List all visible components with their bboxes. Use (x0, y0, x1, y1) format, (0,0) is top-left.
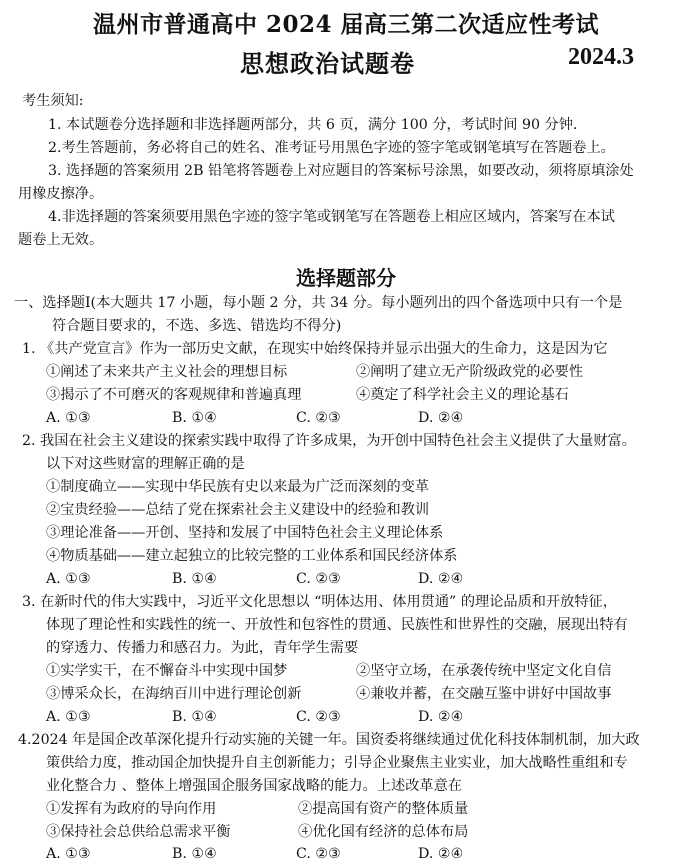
notice-item: 4.非选择题的答案须要用黑色字迹的签字笔或钢笔写在答题卷上相应区域内，答案写在本试 (48, 209, 615, 225)
notice-item-continued: 题卷上无效。 (18, 232, 104, 248)
question-4-choice-b[interactable]: B. ①④ (172, 846, 217, 862)
question-4-item: ③保持社会总供给总需求平衡 (46, 824, 231, 840)
question-3-item: ②坚守立场，在承袭传统中坚定文化自信 (356, 663, 612, 679)
question-2-choice-d[interactable]: D. ②④ (418, 571, 464, 587)
question-1-choice-c[interactable]: C. ②③ (296, 410, 341, 426)
question-3-choice-c[interactable]: C. ②③ (296, 709, 341, 725)
question-3-item: ④兼收并蓄，在交融互鉴中讲好中国故事 (356, 686, 612, 702)
question-2-choice-c[interactable]: C. ②③ (296, 571, 341, 587)
part-intro: 符合题目要求的，不选、多选、错选均不得分) (52, 318, 342, 334)
question-4-choice-c[interactable]: C. ②③ (296, 846, 341, 862)
question-4-stem: 策供给力度，推动国企加快提升自主创新能力；引导企业聚焦主业实业，加大战略性重组和专 (46, 755, 628, 771)
question-3-choice-a[interactable]: A. ①③ (46, 709, 91, 725)
question-3-stem: 3. 在新时代的伟大实践中，习近平文化思想以 “明体达用、体用贯通” 的理论品质和开放特征， (22, 594, 617, 610)
question-4-item: ④优化国有经济的总体布局 (298, 824, 469, 840)
question-4-stem: 4.2024 年是国企改革深化提升行动实施的关键一年。国资委将继续通过优化科技体制机制，加大政 (18, 732, 640, 748)
question-3-choice-b[interactable]: B. ①④ (172, 709, 217, 725)
question-3-stem: 体现了理论性和实践性的统一、开放性和包容性的贯通、民族性和世界性的交融，展现出特有 (46, 617, 628, 633)
question-2-choice-a[interactable]: A. ①③ (46, 571, 91, 587)
notice-item: 2.考生答题前，务必将自己的姓名、准考证号用黑色字迹的签字笔或钢笔填写在答题卷上。 (48, 140, 615, 156)
question-2-item: ①制度确立——实现中华民族有史以来最为广泛而深刻的变革 (46, 479, 430, 495)
question-2-item: ④物质基础——建立起独立的比较完整的工业体系和国民经济体系 (46, 548, 458, 564)
notice-item-continued: 用橡皮擦净。 (18, 186, 104, 202)
exam-date: 2024.3 (568, 44, 634, 70)
question-2-item: ③理论准备——开创、坚持和发展了中国特色社会主义理论体系 (46, 525, 444, 541)
notice-item: 1. 本试题卷分选择题和非选择题两部分，共 6 页，满分 100 分，考试时间 90 分钟. (48, 117, 578, 133)
question-4-item: ①发挥有为政府的导向作用 (46, 801, 217, 817)
question-1-choice-b[interactable]: B. ①④ (172, 410, 217, 426)
question-2-stem: 以下对这些财富的理解正确的是 (46, 456, 245, 472)
question-3-choice-d[interactable]: D. ②④ (418, 709, 464, 725)
question-1-item: ③揭示了不可磨灭的客观规律和普遍真理 (46, 387, 302, 403)
question-2-item: ②宝贵经验——总结了党在探索社会主义建设中的经验和教训 (46, 502, 430, 518)
question-4-item: ②提高国有资产的整体质量 (298, 801, 469, 817)
question-2-stem: 2. 我国在社会主义建设的探索实践中取得了许多成果，为开创中国特色社会主义提供了大量财富。 (22, 433, 636, 449)
notice-item: 3. 选择题的答案须用 2B 铅笔将答题卷上对应题目的答案标号涂黑，如要改动，须将原填涂处 (48, 163, 634, 179)
question-1-item: ②阐明了建立无产阶级政党的必要性 (356, 364, 584, 380)
exam-title: 温州市普通高中 2024 届高三第二次适应性考试 (92, 11, 600, 38)
section-title: 选择题部分 (296, 266, 396, 290)
question-1-choice-d[interactable]: D. ②④ (418, 410, 464, 426)
paper-title: 思想政治试题卷 (240, 49, 415, 78)
question-1-item: ④奠定了科学社会主义的理论基石 (356, 387, 569, 403)
question-1-item: ①阐述了未来共产主义社会的理想目标 (46, 364, 288, 380)
question-2-choice-b[interactable]: B. ①④ (172, 571, 217, 587)
question-4-choice-d[interactable]: D. ②④ (418, 846, 464, 862)
question-3-stem: 的穿透力、传播力和感召力。为此，青年学生需要 (46, 640, 359, 656)
notice-heading: 考生须知: (22, 93, 84, 109)
part-intro: 一、选择题Ⅰ(本大题共 17 小题，每小题 2 分，共 34 分。每小题列出的四个备选项中只有一个是 (14, 295, 623, 311)
question-3-item: ③博采众长，在海纳百川中进行理论创新 (46, 686, 302, 702)
question-1-choice-a[interactable]: A. ①③ (46, 410, 91, 426)
question-4-stem: 业化整合力 、整体上增强国企服务国家战略的能力。上述改革意在 (46, 778, 462, 794)
question-4-choice-a[interactable]: A. ①③ (46, 846, 91, 862)
question-3-item: ①实学实干，在不懈奋斗中实现中国梦 (46, 663, 288, 679)
question-1-stem: 1. 《共产党宣言》作为一部历史文献，在现实中始终保持并显示出强大的生命力，这是因为它 (22, 341, 608, 357)
